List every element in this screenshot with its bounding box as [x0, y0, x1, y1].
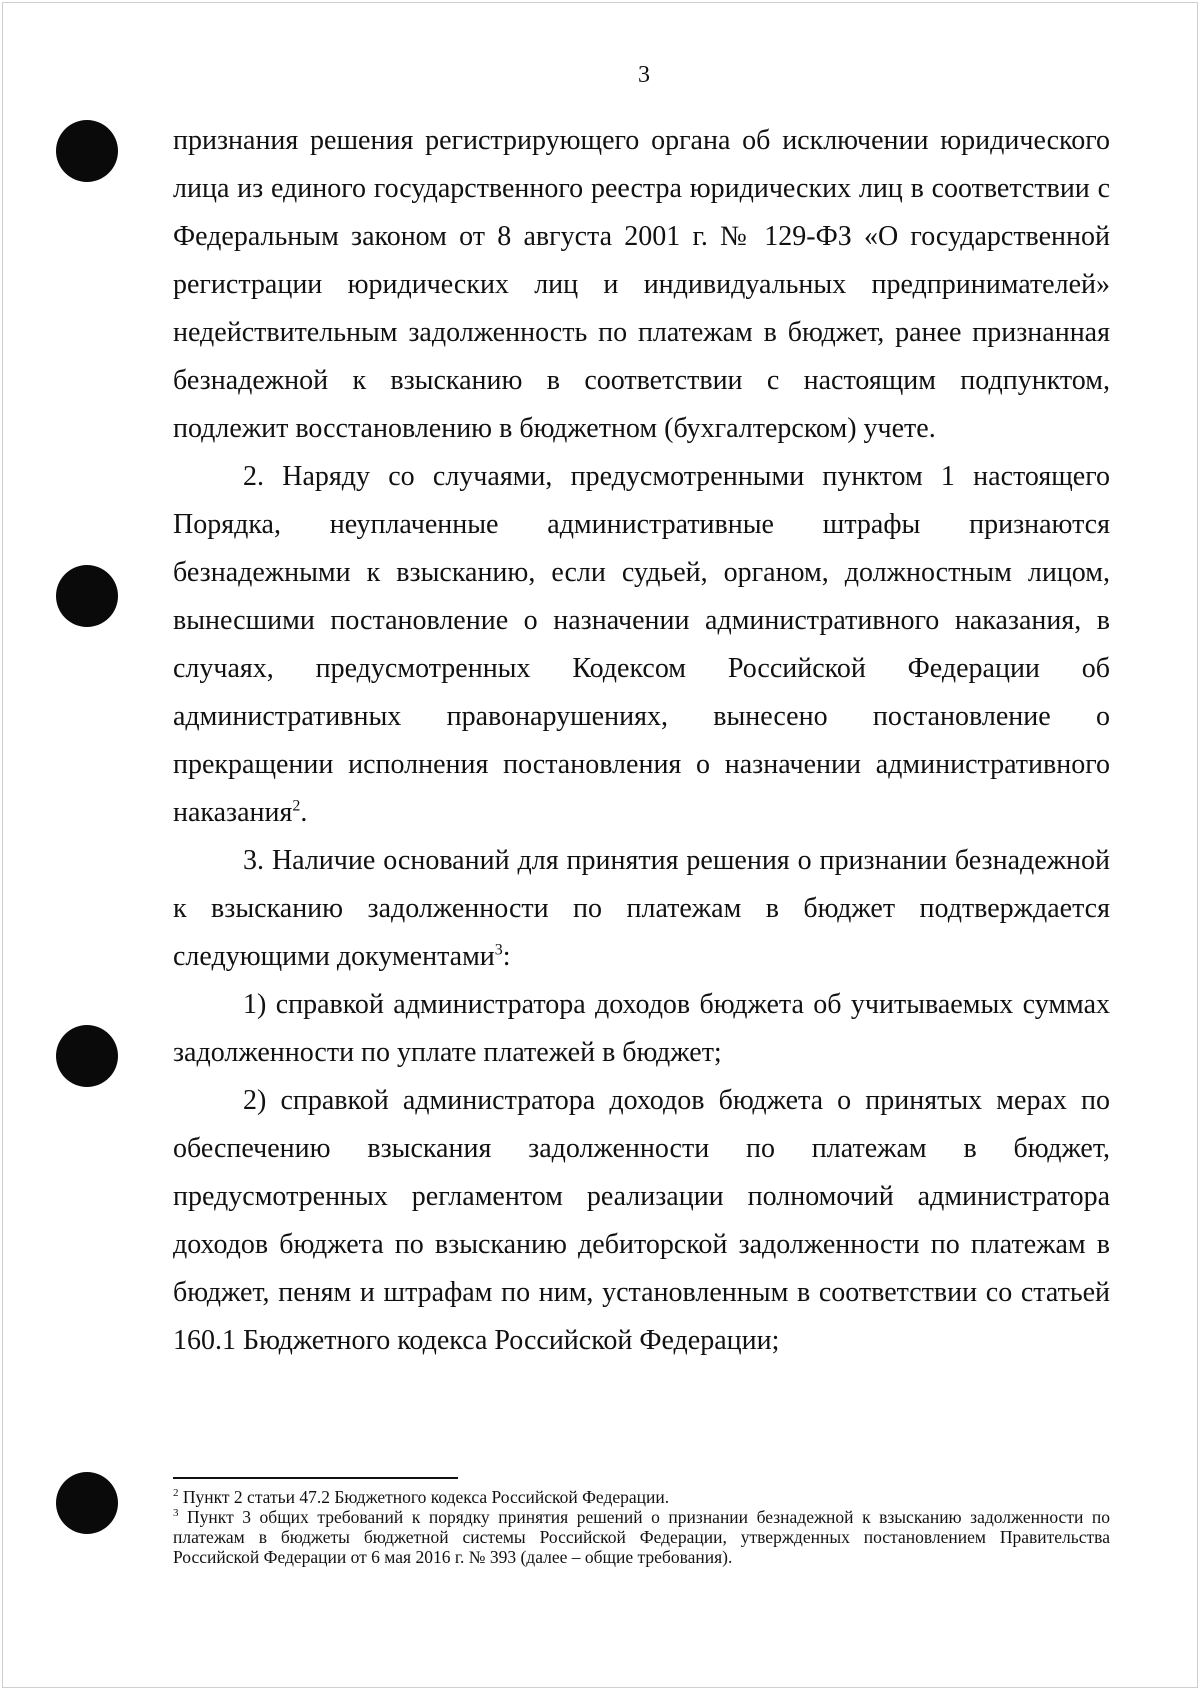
- document-body: [173, 117, 1110, 1365]
- list-item-1: [173, 981, 1110, 1077]
- paragraph-text: 3. Наличие оснований для принятия решения о признании безнадежной к взысканию задолженности по платежам в бюджет подтверждается следующими документами: [173, 845, 1110, 972]
- footnote-text: Пункт 3 общих требований к порядку принятия решений о признании безнадежной к взысканию задолженности по платежам в бюджеты бюджетной системы Российской Федерации, утвержденных постановлением Правительства Российской Федерации от 6 мая 2016 г. № 393 (далее – общие требования).: [173, 1507, 1110, 1567]
- paragraph-tail: .: [300, 797, 308, 828]
- paragraph-tail: :: [502, 941, 511, 972]
- footnote-3: [173, 1507, 1110, 1567]
- punch-hole-4: [56, 1472, 118, 1534]
- paragraph-text: признания решения регистрирующего органа об исключении юридического лица из единого государственного реестра юридических лиц в соответствии с Федеральным законом от 8 августа 2001 г. № 129-ФЗ «О государственной регистрации юридических лиц и индивидуальных предпринимателей» недействительным задолженность по платежам в бюджет, ранее признанная безнадежной к взысканию в соответствии с настоящим подпунктом, подлежит восстановлению в бюджетном (бухгалтерском) учете.: [173, 125, 1110, 444]
- footnote-mark: 2: [173, 1487, 179, 1500]
- page-number: 3: [638, 62, 650, 88]
- punch-hole-2: [56, 565, 118, 627]
- footnote-ref[interactable]: 2: [292, 797, 301, 815]
- punch-hole-1: [56, 120, 118, 182]
- paragraph-2: [173, 453, 1110, 837]
- footnote-mark: 3: [173, 1507, 179, 1520]
- footnote-ref[interactable]: 3: [494, 941, 503, 959]
- paragraph-text: 2) справкой администратора доходов бюджета о принятых мерах по обеспечению взыскания задолженности по платежам в бюджет, предусмотренных регламентом реализации полномочий администратора доходов бюджета по взысканию дебиторской задолженности по платежам в бюджет, пеням и штрафам по ним, установленным в соответствии со статьей 160.1 Бюджетного кодекса Российской Федерации;: [173, 1085, 1110, 1356]
- footnotes: [173, 1487, 1110, 1567]
- footnote-2: [173, 1487, 1110, 1507]
- paragraph-continuation: [173, 117, 1110, 453]
- paragraph-text: 2. Наряду со случаями, предусмотренными пунктом 1 настоящего Порядка, неуплаченные административные штрафы признаются безнадежными к взысканию, если судьей, органом, должностным лицом, вынесшими постановление о назначении административного наказания, в случаях, предусмотренных Кодексом Российской Федерации об административных правонарушениях, вынесено постановление о прекращении исполнения постановления о назначении административного наказания: [173, 461, 1110, 828]
- list-item-2: [173, 1077, 1110, 1365]
- footnote-text: Пункт 2 статьи 47.2 Бюджетного кодекса Российской Федерации.: [178, 1487, 670, 1507]
- footnote-separator: [173, 1477, 458, 1479]
- paragraph-3: [173, 837, 1110, 981]
- punch-hole-3: [56, 1025, 118, 1087]
- paragraph-text: 1) справкой администратора доходов бюджета об учитываемых суммах задолженности по уплате платежей в бюджет;: [173, 989, 1110, 1068]
